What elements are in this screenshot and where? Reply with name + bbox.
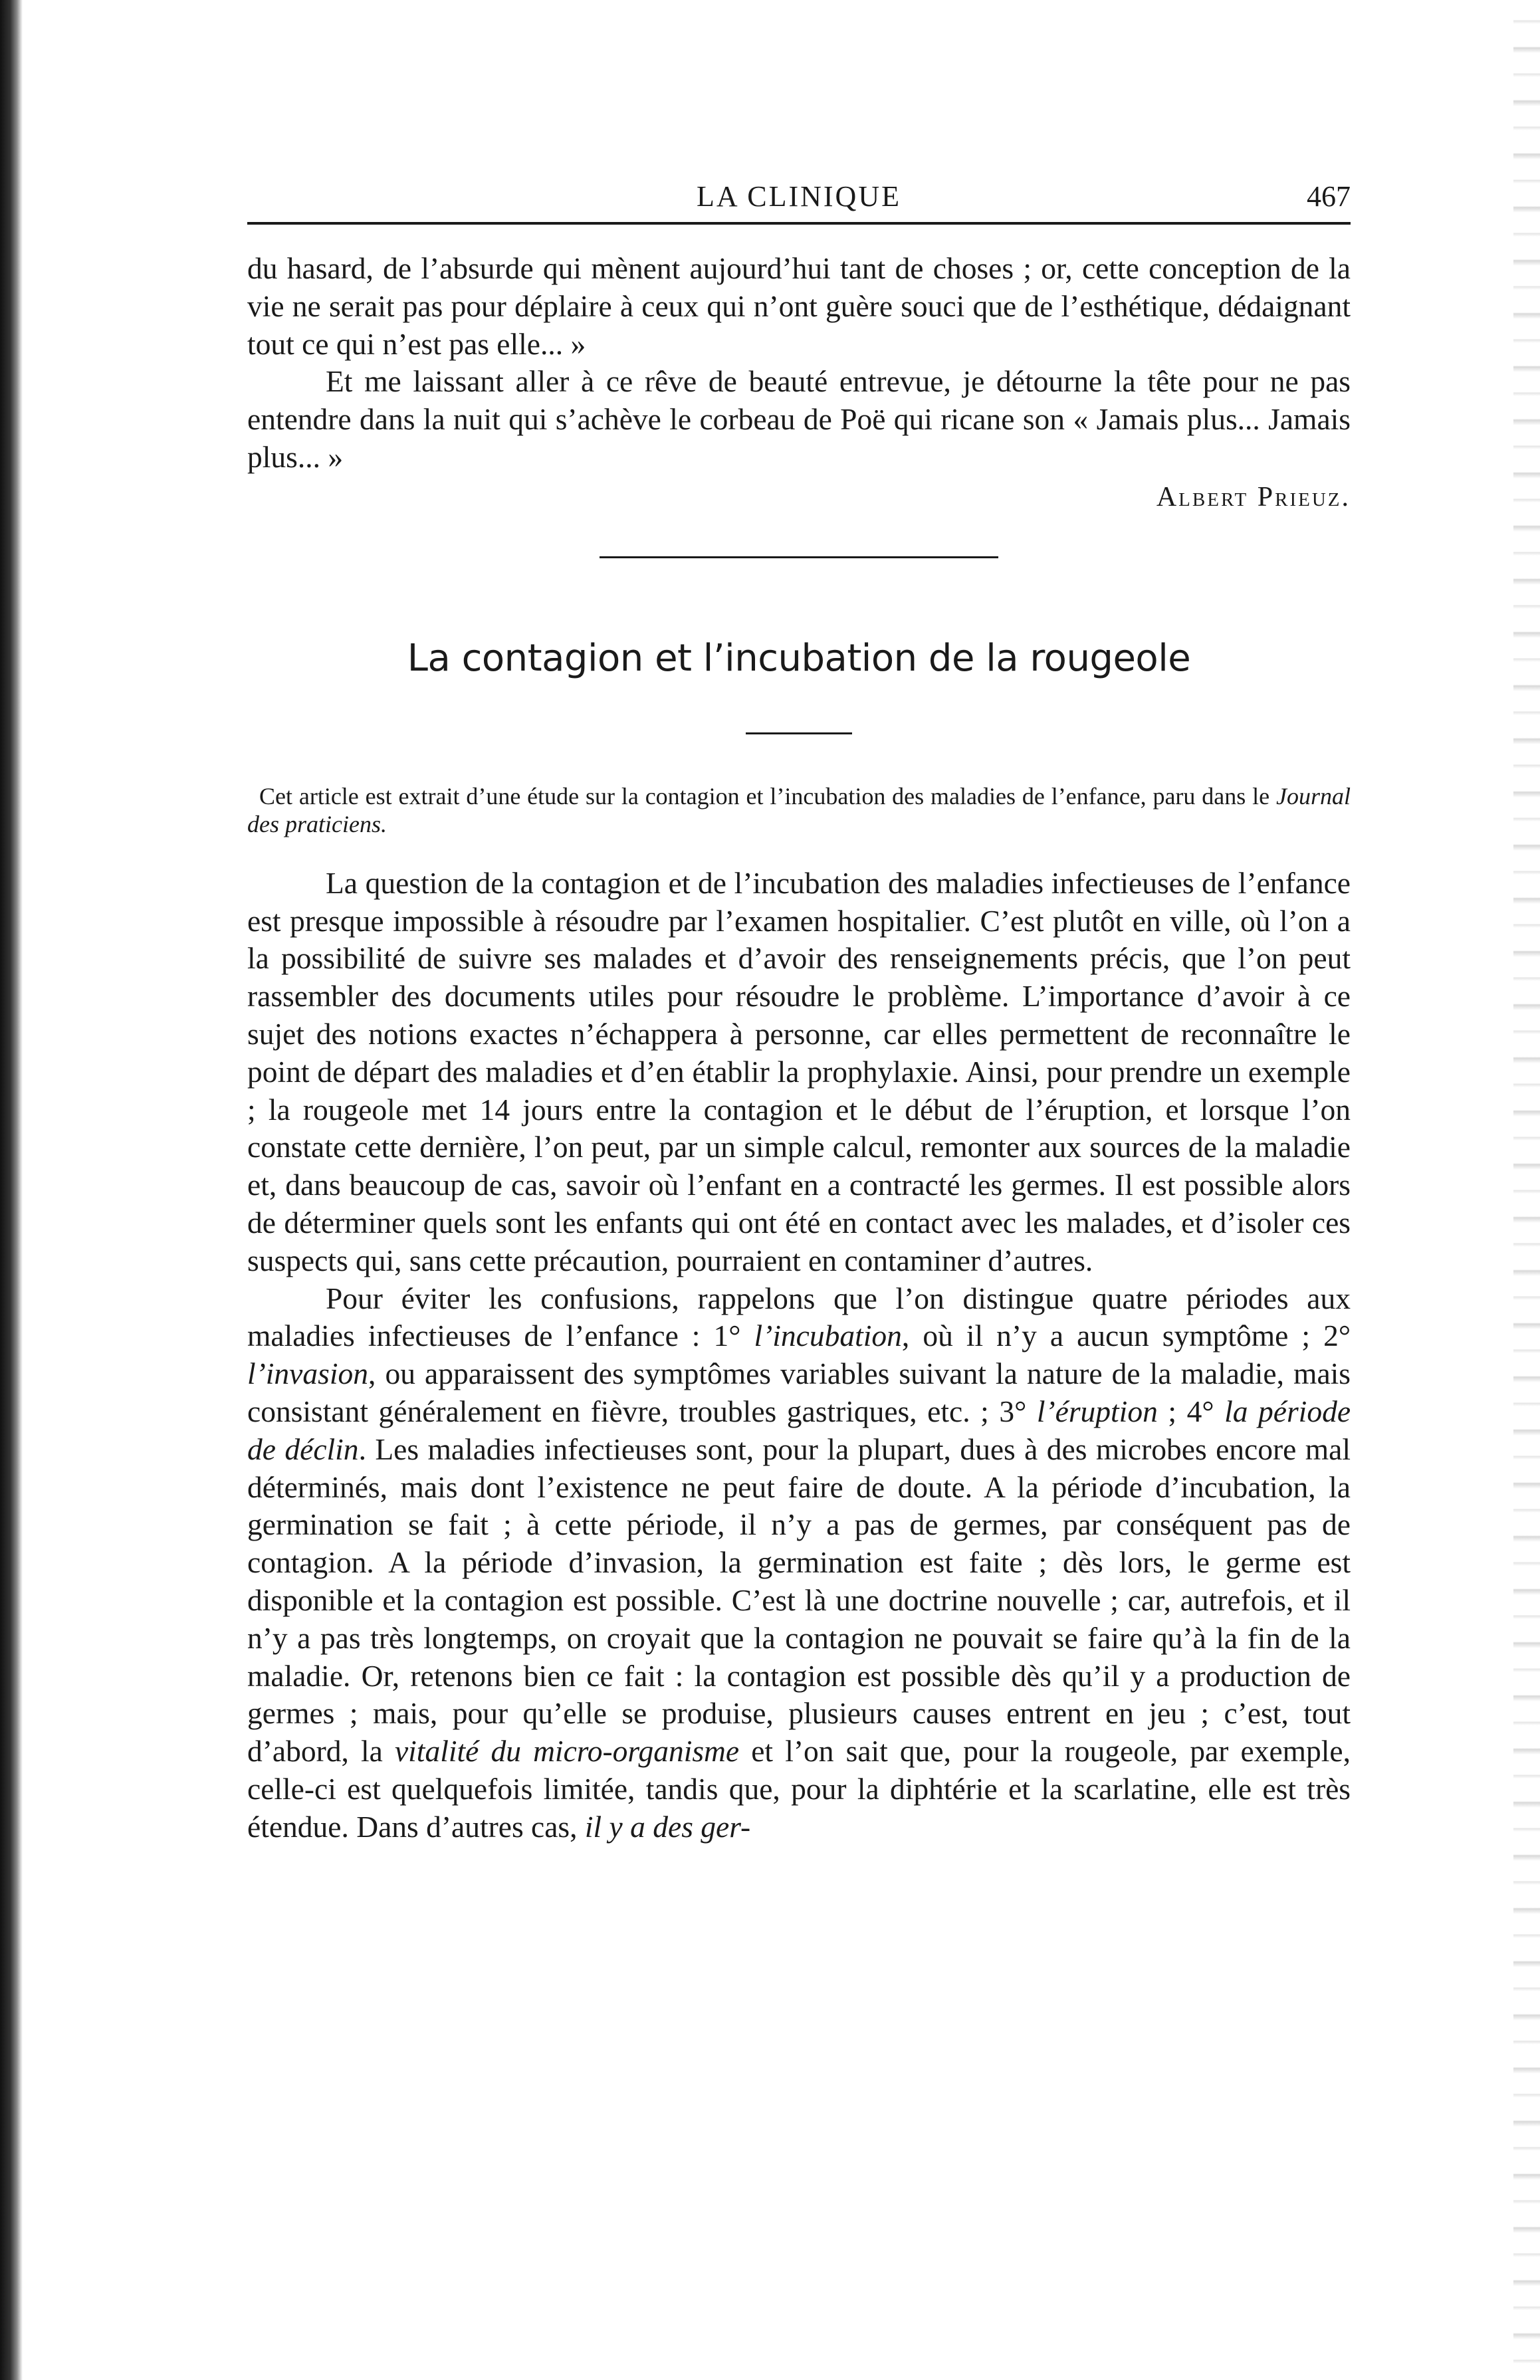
author-signature: Albert Prieuz. [1156, 481, 1351, 512]
term-incubation: l’incubation [754, 1319, 902, 1353]
term-declin: la période de déclin [247, 1394, 1351, 1466]
term-germes: il y a des ger- [584, 1809, 751, 1844]
journal-name: Journal des praticiens. [247, 782, 1351, 837]
paragraph-2-text-5: . Les maladies infectieuses sont, pour la plupart, dues à des microbes encore mal déterminés, mais dont l’existence ne peut faire de doute. A la période d’incubation, la germination se fait ; à cette période, il n’y a pas de germes, par conséquent pas de contagion. A la période d’invasion, la germination est faite ; dès lors, le germe est disponible et la contagion est possible. C’est là une doctrine nouvelle ; car, autrefois, et il n’y a pas très longtemps, on croyait que la contagion ne pouvait se faire qu’à la fin de la maladie. Or, retenons bien ce fait : la contagion est possible dès qu’il y a production de germes ; mais, pour qu’elle se produise, plusieurs causes entrent en jeu ; c’est, tout d’abord, la [247, 1432, 1351, 1769]
continuation-paragraph-1: du hasard, de l’absurde qui mènent aujourd’hui tant de choses ; or, cette conception de la vie ne serait pas pour déplaire à ceux qui n’ont guère souci que de l’esthétique, dédaignant tout ce qui n’est pas elle... » [247, 251, 1351, 361]
term-invasion: l’invasion [247, 1356, 368, 1391]
page [247, 174, 1351, 1846]
editorial-note [247, 782, 1351, 838]
paragraph-2-text-6: et l’on sait que, pour la rougeole, par exemple, celle-ci est quelquefois limitée, tandis que, pour la diphtérie et la scarlatine, elle est très étendue. Dans d’autres cas, [247, 1734, 1351, 1844]
paragraph-2-text-2: , où il n’y a aucun symptôme ; 2° [901, 1319, 1351, 1353]
paragraph-2-text-3: , ou apparaissent des symptômes variables suivant la nature de la maladie, mais consistant généralement en fièvre, troubles gastriques, etc. ; 3° [247, 1356, 1351, 1428]
scan-right-edge [1513, 0, 1540, 2380]
page-number: 467 [1307, 180, 1351, 213]
continuation-paragraph-2: Et me laissant aller à ce rêve de beauté entrevue, je détourne la tête pour ne pas entendre dans la nuit qui s’achève le corbeau de Poë qui ricane son « Jamais plus... Jamais plus... » [247, 364, 1351, 474]
term-vitalite: vitalité du micro-organisme [394, 1734, 740, 1769]
term-eruption: l’éruption [1036, 1394, 1158, 1428]
header-rule [247, 222, 1351, 225]
paragraph-2-text-1: Pour éviter les confusions, rappelons que l’on distingue quatre périodes aux maladies infectieuses de l’enfance : 1° [247, 1281, 1351, 1353]
running-head [247, 174, 1351, 222]
editorial-note-text: Cet article est extrait d’une étude sur la contagion et l’incubation des maladies de l’enfance, paru dans le [259, 782, 1270, 810]
article-paragraph-1: La question de la contagion et de l’incubation des maladies infectieuses de l’enfance est presque impossible à résoudre par l’examen hospitalier. C’est plutôt en ville, où l’on a la possibilité de suivre ses malades et d’avoir des renseignements précis, que l’on peut rassembler des documents utiles pour résoudre le problème. L’importance d’avoir à ce sujet des notions exactes n’échappera à personne, car elles permettent de reconnaître le point de départ des maladies et d’en établir la prophylaxie. Ainsi, pour prendre un exemple ; la rougeole met 14 jours entre la contagion et le début de l’éruption, et lorsque l’on constate cette dernière, l’on peut, par un simple calcul, remonter aux sources de la maladie et, dans beaucoup de cas, savoir où l’enfant en a contracté les germes. Il est possible alors de déterminer quels sont les enfants qui ont été en contact avec les malades, et d’isoler ces suspects qui, sans cette précaution, pourraient en contaminer d’autres. [247, 865, 1351, 1277]
scan-left-edge [0, 0, 23, 2380]
article-body [247, 865, 1351, 1846]
paragraph-2-text-4: ; 4° [1168, 1394, 1214, 1428]
section-separator [600, 556, 998, 558]
title-separator [746, 732, 852, 734]
previous-article-ending [247, 250, 1351, 516]
running-head-title: LA CLINIQUE [697, 180, 901, 213]
article-paragraph-2 [247, 1280, 1351, 1846]
article-title: La contagion et l’incubation de la rougeole [407, 636, 1191, 680]
